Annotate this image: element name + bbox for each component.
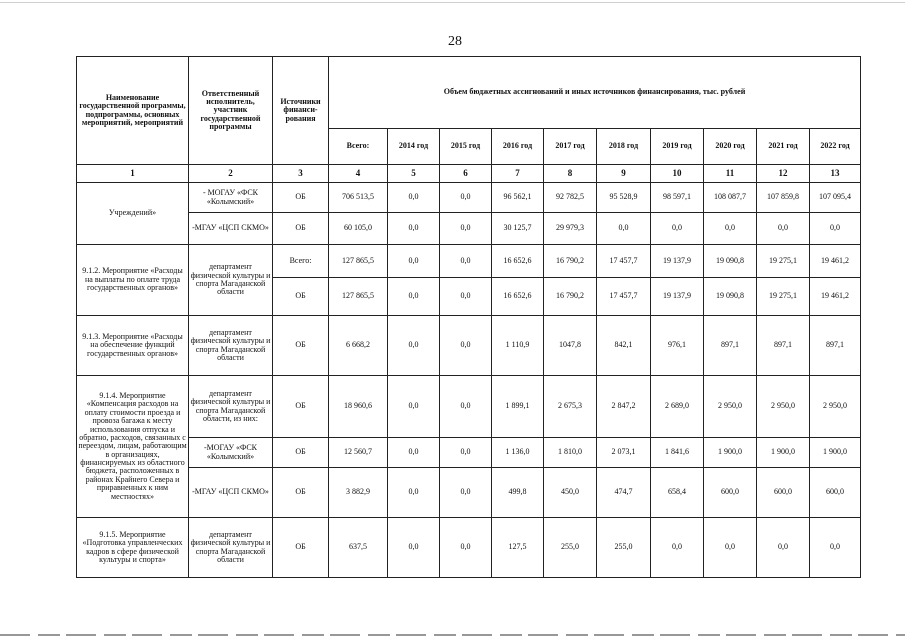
value-cell: 0,0 <box>388 183 440 213</box>
value-cell: 127,5 <box>492 518 544 578</box>
source-cell: Всего: <box>273 245 329 278</box>
value-cell: 0,0 <box>651 518 704 578</box>
value-cell: 637,5 <box>329 518 388 578</box>
value-cell: 600,0 <box>757 468 810 518</box>
value-cell: 0,0 <box>388 468 440 518</box>
value-cell: 2 689,0 <box>651 376 704 438</box>
column-number: 5 <box>388 165 440 183</box>
value-cell: 92 782,5 <box>544 183 597 213</box>
value-cell: 0,0 <box>388 316 440 376</box>
value-cell: 0,0 <box>440 183 492 213</box>
value-cell: 0,0 <box>440 468 492 518</box>
value-cell: 3 882,9 <box>329 468 388 518</box>
value-cell: 1 136,0 <box>492 438 544 468</box>
table-row <box>77 245 861 278</box>
value-cell: 19 461,2 <box>810 245 861 278</box>
executor-cell: департамент физической культуры и спорта Магаданской области <box>189 518 273 578</box>
value-cell: 1 110,9 <box>492 316 544 376</box>
value-cell: 17 457,7 <box>597 278 651 316</box>
value-cell: 0,0 <box>388 278 440 316</box>
value-cell: 0,0 <box>440 213 492 245</box>
source-cell: ОБ <box>273 278 329 316</box>
value-cell: 450,0 <box>544 468 597 518</box>
value-cell: 16 652,6 <box>492 245 544 278</box>
value-cell: 0,0 <box>757 518 810 578</box>
header-year: 2018 год <box>597 129 651 165</box>
source-cell: ОБ <box>273 183 329 213</box>
value-cell: 2 847,2 <box>597 376 651 438</box>
value-cell: 0,0 <box>651 213 704 245</box>
table-row <box>77 518 861 578</box>
source-cell: ОБ <box>273 438 329 468</box>
value-cell: 2 950,0 <box>704 376 757 438</box>
column-number: 8 <box>544 165 597 183</box>
column-number: 13 <box>810 165 861 183</box>
value-cell: 0,0 <box>388 518 440 578</box>
value-cell: 1 900,0 <box>810 438 861 468</box>
executor-cell: -МГАУ «ЦСП СКМО» <box>189 213 273 245</box>
top-rule <box>0 2 905 3</box>
value-cell: 1 841,6 <box>651 438 704 468</box>
column-number-row <box>77 165 861 183</box>
value-cell: 12 560,7 <box>329 438 388 468</box>
value-cell: 0,0 <box>810 213 861 245</box>
value-cell: 98 597,1 <box>651 183 704 213</box>
column-number: 12 <box>757 165 810 183</box>
value-cell: 16 652,6 <box>492 278 544 316</box>
program-name-cell: 9.1.5. Мероприятие «Подготовка управленческих кадров в сфере физической культуры и спорта» <box>77 518 189 578</box>
column-number: 11 <box>704 165 757 183</box>
header-budget-group: Объем бюджетных ассигнований и иных источников финансирования, тыс. рублей <box>329 57 861 129</box>
value-cell: 1 899,1 <box>492 376 544 438</box>
header-source: Источники финанси-рования <box>273 57 329 165</box>
value-cell: 976,1 <box>651 316 704 376</box>
value-cell: 0,0 <box>440 316 492 376</box>
value-cell: 127 865,5 <box>329 278 388 316</box>
value-cell: 0,0 <box>757 213 810 245</box>
budget-table <box>76 56 861 578</box>
program-name-cell: Учреждений» <box>77 183 189 245</box>
table-row <box>77 183 861 213</box>
value-cell: 19 275,1 <box>757 245 810 278</box>
table-row <box>77 316 861 376</box>
executor-cell: - МОГАУ «ФСК «Колымский» <box>189 183 273 213</box>
value-cell: 30 125,7 <box>492 213 544 245</box>
value-cell: 2 073,1 <box>597 438 651 468</box>
value-cell: 19 461,2 <box>810 278 861 316</box>
value-cell: 6 668,2 <box>329 316 388 376</box>
page-number: 28 <box>448 34 462 49</box>
value-cell: 255,0 <box>544 518 597 578</box>
value-cell: 0,0 <box>704 213 757 245</box>
value-cell: 706 513,5 <box>329 183 388 213</box>
value-cell: 60 105,0 <box>329 213 388 245</box>
column-number: 7 <box>492 165 544 183</box>
header-total: Всего: <box>329 129 388 165</box>
value-cell: 2 675,3 <box>544 376 597 438</box>
value-cell: 897,1 <box>810 316 861 376</box>
value-cell: 842,1 <box>597 316 651 376</box>
executor-cell: департамент физической культуры и спорта Магаданской области, из них: <box>189 376 273 438</box>
value-cell: 19 275,1 <box>757 278 810 316</box>
value-cell: 0,0 <box>388 213 440 245</box>
executor-cell: -МОГАУ «ФСК «Колымский» <box>189 438 273 468</box>
value-cell: 95 528,9 <box>597 183 651 213</box>
header-year: 2015 год <box>440 129 492 165</box>
header-year: 2021 год <box>757 129 810 165</box>
column-number: 10 <box>651 165 704 183</box>
value-cell: 255,0 <box>597 518 651 578</box>
value-cell: 0,0 <box>388 245 440 278</box>
column-number: 3 <box>273 165 329 183</box>
value-cell: 16 790,2 <box>544 245 597 278</box>
value-cell: 0,0 <box>704 518 757 578</box>
header-year: 2019 год <box>651 129 704 165</box>
value-cell: 0,0 <box>440 278 492 316</box>
value-cell: 0,0 <box>810 518 861 578</box>
table-row <box>77 213 861 245</box>
source-cell: ОБ <box>273 316 329 376</box>
value-cell: 499,8 <box>492 468 544 518</box>
header-year: 2022 год <box>810 129 861 165</box>
value-cell: 0,0 <box>440 245 492 278</box>
value-cell: 19 090,8 <box>704 278 757 316</box>
value-cell: 658,4 <box>651 468 704 518</box>
value-cell: 29 979,3 <box>544 213 597 245</box>
column-number: 9 <box>597 165 651 183</box>
executor-cell: департамент физической культуры и спорта Магаданской области <box>189 316 273 376</box>
value-cell: 1 900,0 <box>704 438 757 468</box>
program-name-cell: 9.1.3. Мероприятие «Расходы на обеспечение функций государственных органов» <box>77 316 189 376</box>
value-cell: 2 950,0 <box>757 376 810 438</box>
value-cell: 19 090,8 <box>704 245 757 278</box>
value-cell: 19 137,9 <box>651 278 704 316</box>
value-cell: 2 950,0 <box>810 376 861 438</box>
value-cell: 0,0 <box>440 438 492 468</box>
header-year: 2020 год <box>704 129 757 165</box>
value-cell: 1 810,0 <box>544 438 597 468</box>
value-cell: 18 960,6 <box>329 376 388 438</box>
value-cell: 0,0 <box>597 213 651 245</box>
executor-cell: департамент физической культуры и спорта Магаданской области <box>189 245 273 316</box>
source-cell: ОБ <box>273 376 329 438</box>
value-cell: 17 457,7 <box>597 245 651 278</box>
value-cell: 107 859,8 <box>757 183 810 213</box>
column-number: 6 <box>440 165 492 183</box>
value-cell: 96 562,1 <box>492 183 544 213</box>
column-number: 2 <box>189 165 273 183</box>
program-name-cell: 9.1.2. Мероприятие «Расходы на выплаты по оплате труда государственных органов» <box>77 245 189 316</box>
column-number: 4 <box>329 165 388 183</box>
value-cell: 16 790,2 <box>544 278 597 316</box>
header-year: 2016 год <box>492 129 544 165</box>
value-cell: 897,1 <box>757 316 810 376</box>
column-number: 1 <box>77 165 189 183</box>
program-name-cell: 9.1.4. Мероприятие «Компенсация расходов на оплату стоимости проезда и провоза багажа к месту использования отпуска и обратно, расходов, связанных с переездом, лицам, работающим в организациях, финансируемых из областного бюджета, расположенных в районах Крайнего Севера и приравненных к ним местностях» <box>77 376 189 518</box>
value-cell: 108 087,7 <box>704 183 757 213</box>
value-cell: 1 900,0 <box>757 438 810 468</box>
value-cell: 0,0 <box>440 376 492 438</box>
table-row <box>77 468 861 518</box>
source-cell: ОБ <box>273 213 329 245</box>
value-cell: 1047,8 <box>544 316 597 376</box>
source-cell: ОБ <box>273 518 329 578</box>
header-year: 2014 год <box>388 129 440 165</box>
header-year: 2017 год <box>544 129 597 165</box>
value-cell: 600,0 <box>810 468 861 518</box>
header-row <box>77 57 861 129</box>
table-row <box>77 438 861 468</box>
value-cell: 107 095,4 <box>810 183 861 213</box>
header-program: Наименование государственной программы, подпрограммы, основных мероприятий, мероприятий <box>77 57 189 165</box>
executor-cell: -МГАУ «ЦСП СКМО» <box>189 468 273 518</box>
bottom-rule <box>0 634 905 636</box>
table-row <box>77 376 861 438</box>
value-cell: 897,1 <box>704 316 757 376</box>
source-cell: ОБ <box>273 468 329 518</box>
value-cell: 19 137,9 <box>651 245 704 278</box>
value-cell: 0,0 <box>388 438 440 468</box>
value-cell: 600,0 <box>704 468 757 518</box>
value-cell: 474,7 <box>597 468 651 518</box>
value-cell: 0,0 <box>388 376 440 438</box>
value-cell: 127 865,5 <box>329 245 388 278</box>
value-cell: 0,0 <box>440 518 492 578</box>
header-executor: Ответственный исполнитель, участник государственной программы <box>189 57 273 165</box>
